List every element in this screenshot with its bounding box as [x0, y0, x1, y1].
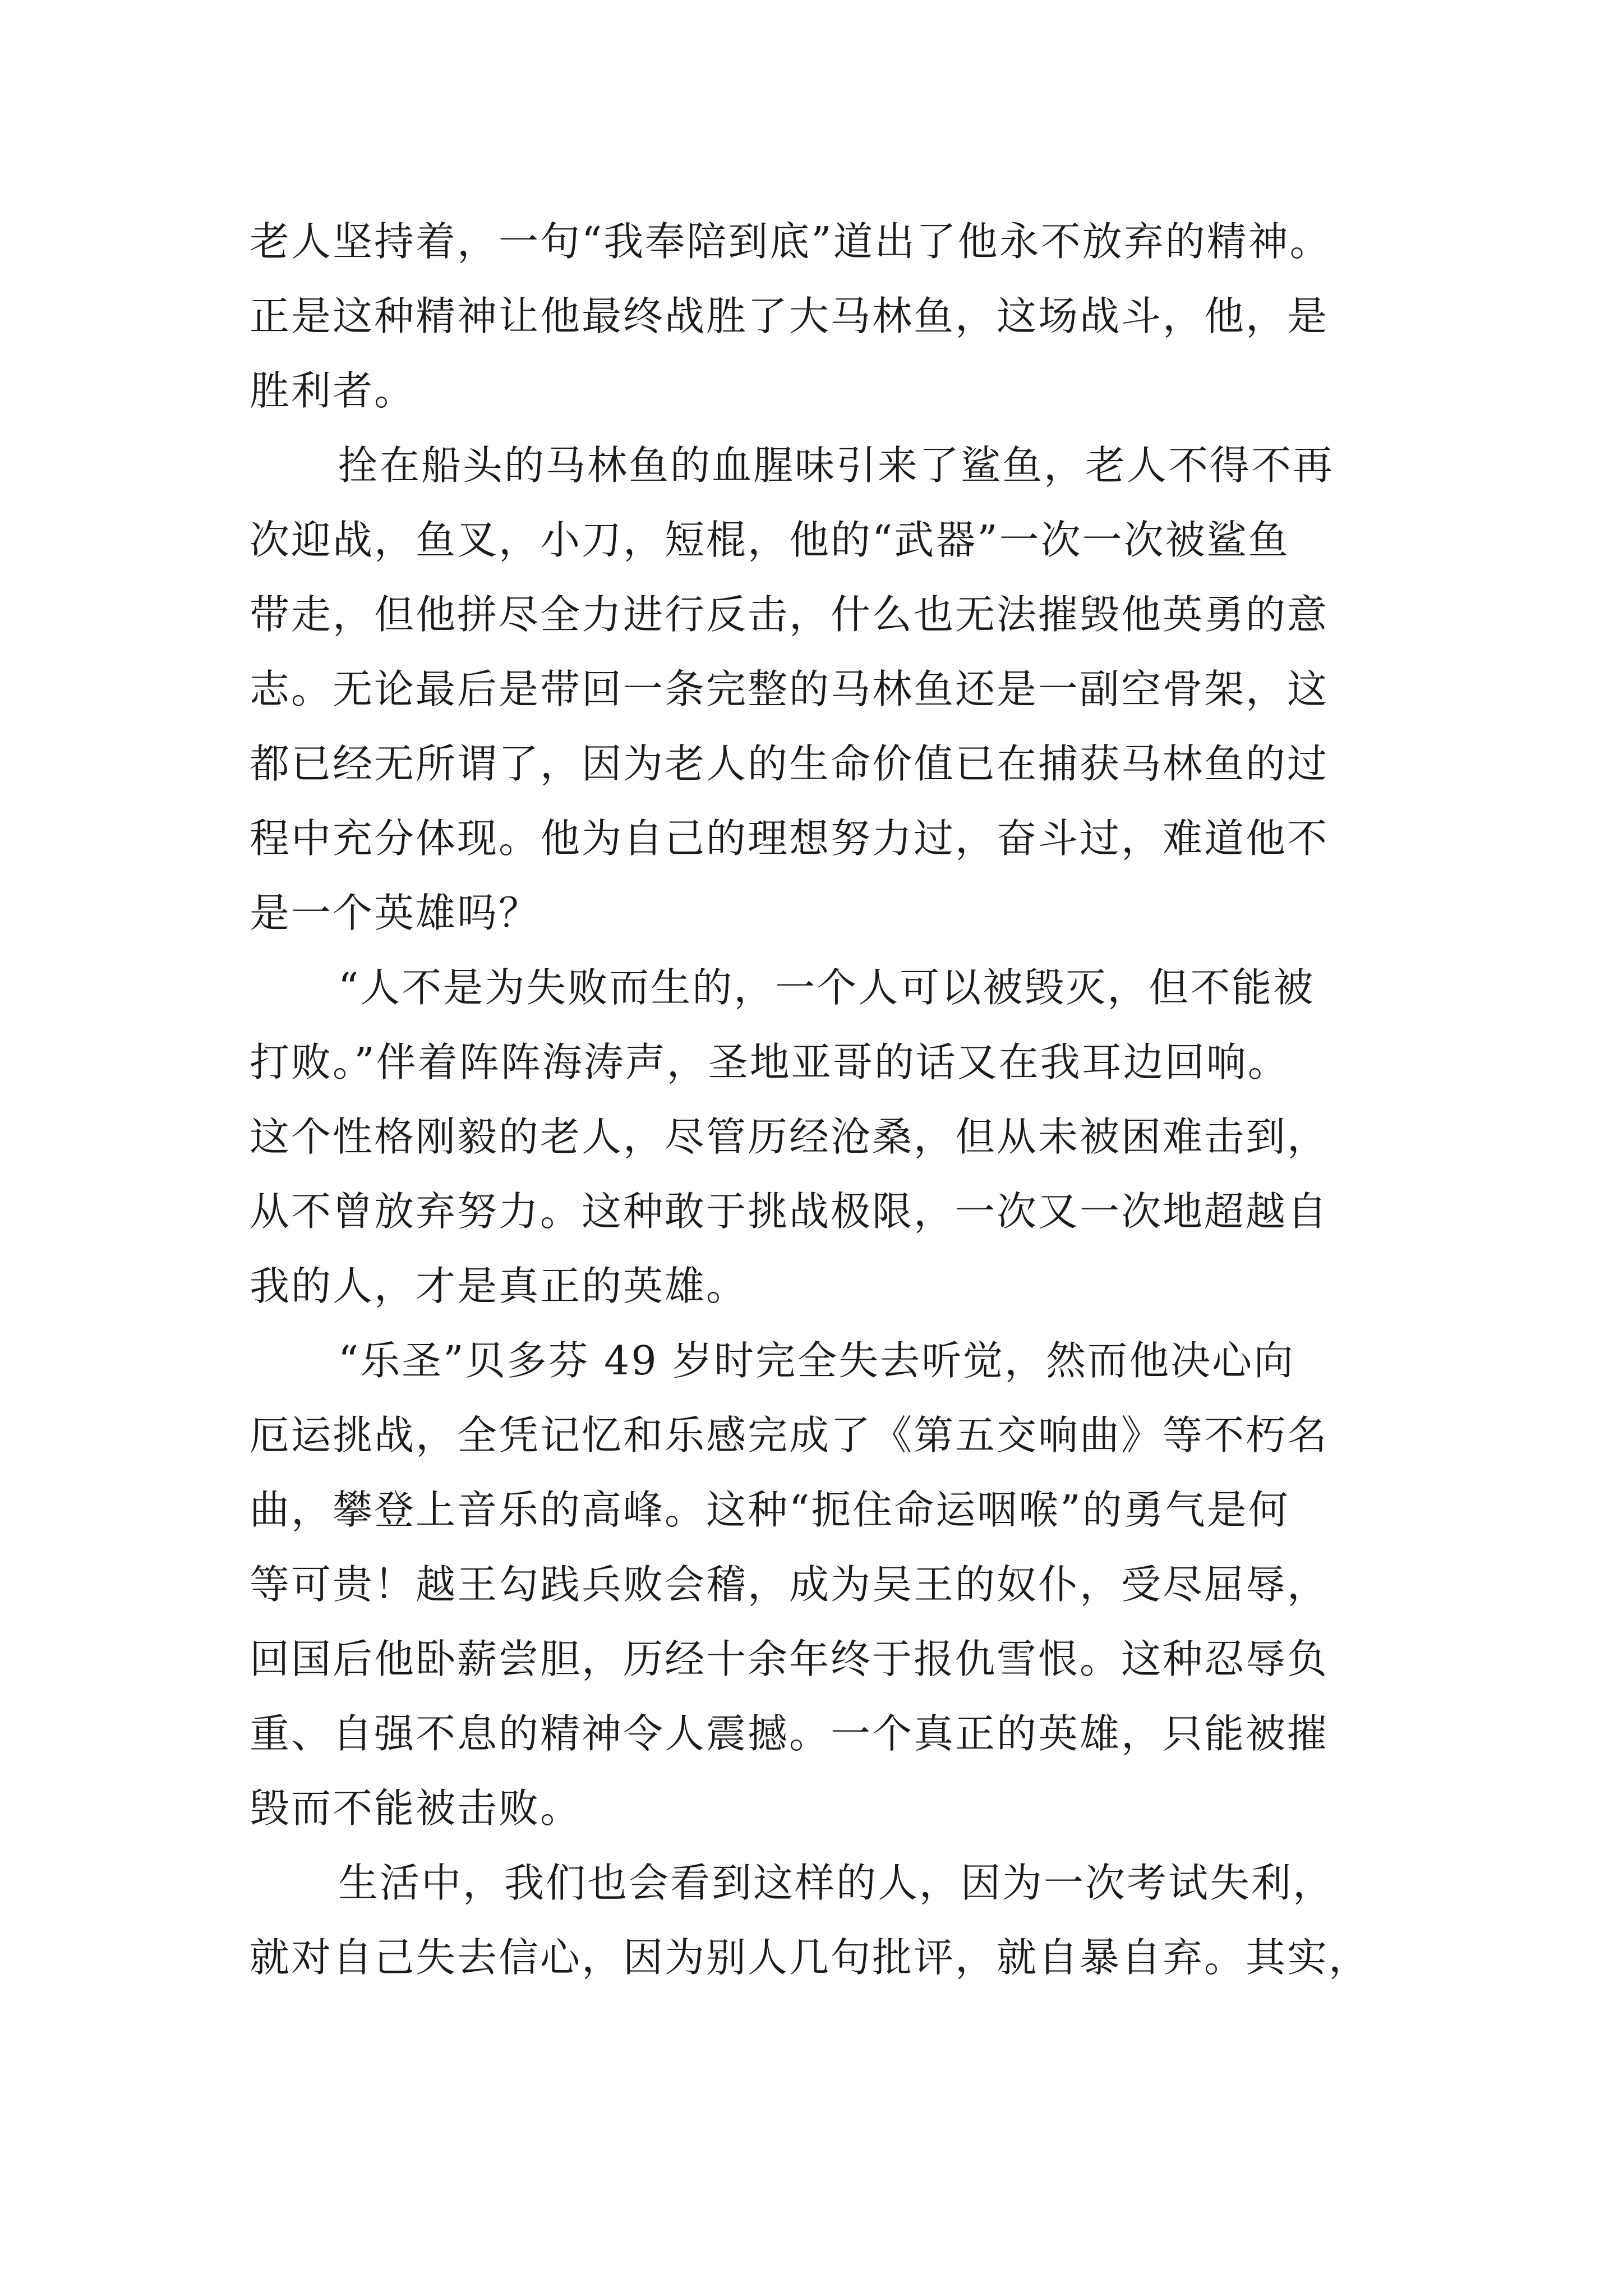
text-line: 老人坚持着，一句“我奉陪到底”道出了他永不放弃的精神。	[250, 218, 1331, 265]
text-line: 次迎战，鱼叉，小刀，短棍，他的“武器”一次一次被鲨鱼	[250, 517, 1290, 563]
document-body	[250, 204, 1391, 1995]
text-line: 打败。”伴着阵阵海涛声，圣地亚哥的话又在我耳边回响。	[250, 1039, 1289, 1085]
text-line: 重、自强不息的精神令人震撼。一个真正的英雄，只能被摧	[250, 1710, 1329, 1757]
text-line: 正是这种精神让他最终战胜了大马林鱼，这场战斗，他，是	[250, 293, 1329, 339]
text-line: 等可贵！越王勾践兵败会稽，成为吴王的奴仆，受尽屈辱，	[250, 1561, 1329, 1608]
paragraph	[250, 950, 1391, 1323]
text-line: 是一个英雄吗？	[250, 890, 541, 936]
text-line: 厄运挑战，全凭记忆和乐感完成了《第五交响曲》等不朽名	[250, 1412, 1329, 1458]
text-line: 带走，但他拼尽全力进行反击，什么也无法摧毁他英勇的意	[250, 591, 1329, 638]
paragraph	[250, 1323, 1391, 1846]
text-line: “人不是为失败而生的，一个人可以被毁灭，但不能被	[338, 964, 1315, 1011]
text-line: 拴在船头的马林鱼的血腥味引来了鲨鱼，老人不得不再	[338, 442, 1335, 489]
text-line: 这个性格刚毅的老人，尽管历经沧桑，但从未被困难击到，	[250, 1114, 1329, 1160]
paragraph	[250, 428, 1391, 950]
text-line: 回国后他卧薪尝胆，历经十余年终于报仇雪恨。这种忍辱负	[250, 1636, 1329, 1682]
text-line: 从不曾放弃努力。这种敢于挑战极限，一次又一次地超越自	[250, 1188, 1329, 1235]
text-line: 毁而不能被击败。	[250, 1785, 582, 1832]
text-line: 胜利者。	[250, 367, 416, 414]
text-line: “乐圣”贝多芬 49 岁时完全失去听觉，然而他决心向	[338, 1337, 1295, 1384]
paragraph	[250, 204, 1391, 428]
text-line: 志。无论最后是带回一条完整的马林鱼还是一副空骨架，这	[250, 666, 1329, 712]
text-line: 曲，攀登上音乐的高峰。这种“扼住命运咽喉”的勇气是何	[250, 1487, 1290, 1533]
paragraph	[250, 1846, 1391, 1995]
text-line: 程中充分体现。他为自己的理想努力过，奋斗过，难道他不	[250, 815, 1329, 862]
text-line: 生活中，我们也会看到这样的人，因为一次考试失利，	[338, 1860, 1335, 1906]
text-line: 我的人，才是真正的英雄。	[250, 1263, 748, 1309]
text-line: 就对自己失去信心，因为别人几句批评，就自暴自弃。其实，	[250, 1934, 1371, 1981]
text-line: 都已经无所谓了，因为老人的生命价值已在捕获马林鱼的过	[250, 740, 1329, 787]
